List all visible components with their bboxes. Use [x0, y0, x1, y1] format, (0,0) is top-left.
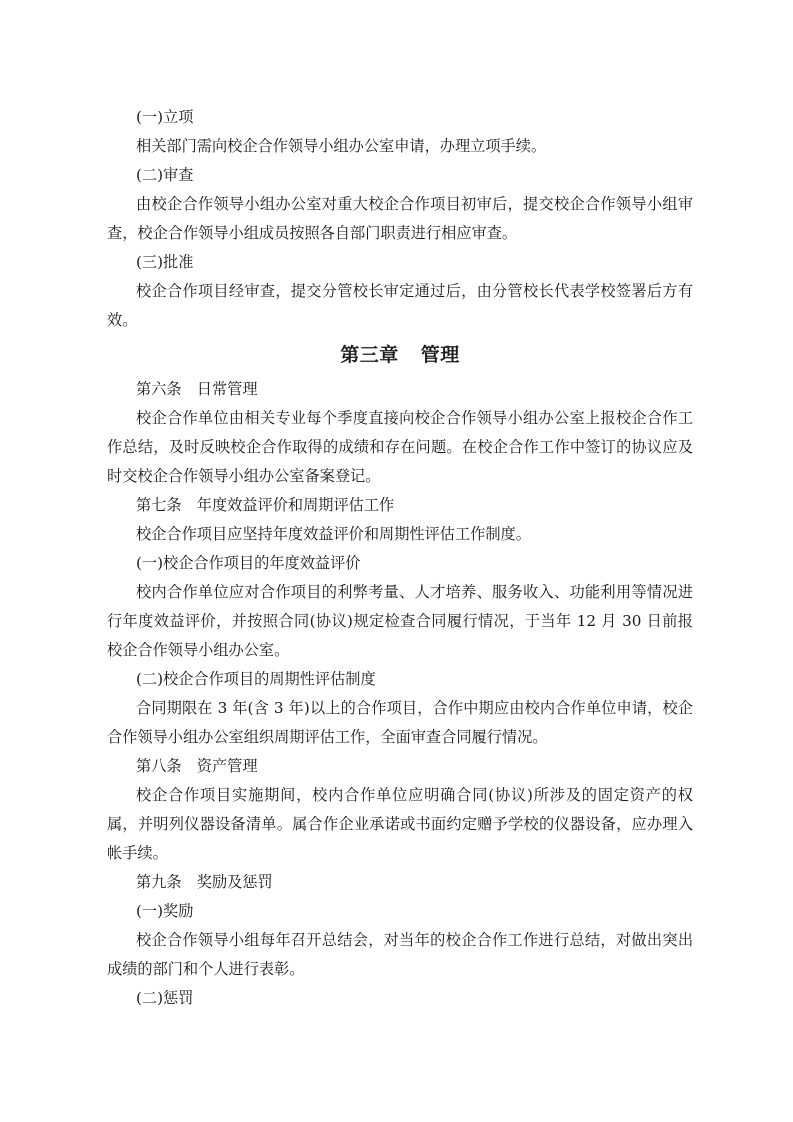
chapter-heading: [107, 335, 693, 375]
paragraph: 由校企合作领导小组办公室对重大校企合作项目初审后，提交校企合作领导小组审查，校企合作领导小组成员按照各自部门职责进行相应审查。: [107, 195, 693, 242]
clause-heading-periodic-assessment: (二)校企合作项目的周期性评估制度: [136, 670, 376, 688]
chapter-title: 管理: [420, 344, 460, 366]
document-body: [107, 103, 693, 1013]
paragraph: 校企合作单位由相关专业每个季度直接向校企合作领导小组办公室上报校企合作工作总结，及时反映校企合作取得的成绩和存在问题。在校企合作工作中签订的协议应及时交校企合作领导小组办公室备案登记。: [107, 409, 693, 485]
paragraph: 校企合作项目应坚持年度效益评价和周期性评估工作制度。: [136, 525, 531, 543]
article-heading-7: 第七条 年度效益评价和周期评估工作: [136, 496, 395, 514]
clause-heading-review: (二)审查: [136, 166, 194, 184]
article-heading-6: 第六条 日常管理: [136, 380, 258, 398]
chapter-number: 第三章: [340, 344, 399, 366]
paragraph: 校内合作单位应对合作项目的利弊考量、人才培养、服务收入、功能利用等情况进行年度效益评价，并按照合同(协议)规定检查合同履行情况，于当年 12 月 30 日前报校企合作领导小组办公室。: [107, 583, 693, 659]
clause-heading-approval: (一)立项: [136, 108, 194, 126]
clause-heading-ratify: (三)批准: [136, 253, 194, 271]
paragraph: 合同期限在 3 年(含 3 年)以上的合作项目，合作中期应由校内合作单位申请，校企合作领导小组办公室组织周期评估工作，全面审查合同履行情况。: [107, 699, 693, 746]
article-heading-9: 第九条 奖励及惩罚: [136, 873, 273, 891]
paragraph: 校企合作项目经审查，提交分管校长审定通过后，由分管校长代表学校签署后方有效。: [107, 282, 693, 329]
clause-heading-penalties: (二)惩罚: [136, 989, 194, 1007]
paragraph: 校企合作项目实施期间，校内合作单位应明确合同(协议)所涉及的固定资产的权属，并明列仪器设备清单。属合作企业承诺或书面约定赠予学校的仪器设备，应办理入帐手续。: [107, 786, 693, 862]
article-heading-8: 第八条 资产管理: [136, 757, 258, 775]
paragraph: 校企合作领导小组每年召开总结会，对当年的校企合作工作进行总结，对做出突出成绩的部门和个人进行表彰。: [107, 931, 693, 978]
clause-heading-rewards: (一)奖励: [136, 902, 194, 920]
clause-heading-annual-evaluation: (一)校企合作项目的年度效益评价: [136, 554, 361, 572]
paragraph: 相关部门需向校企合作领导小组办公室申请，办理立项手续。: [136, 137, 547, 155]
